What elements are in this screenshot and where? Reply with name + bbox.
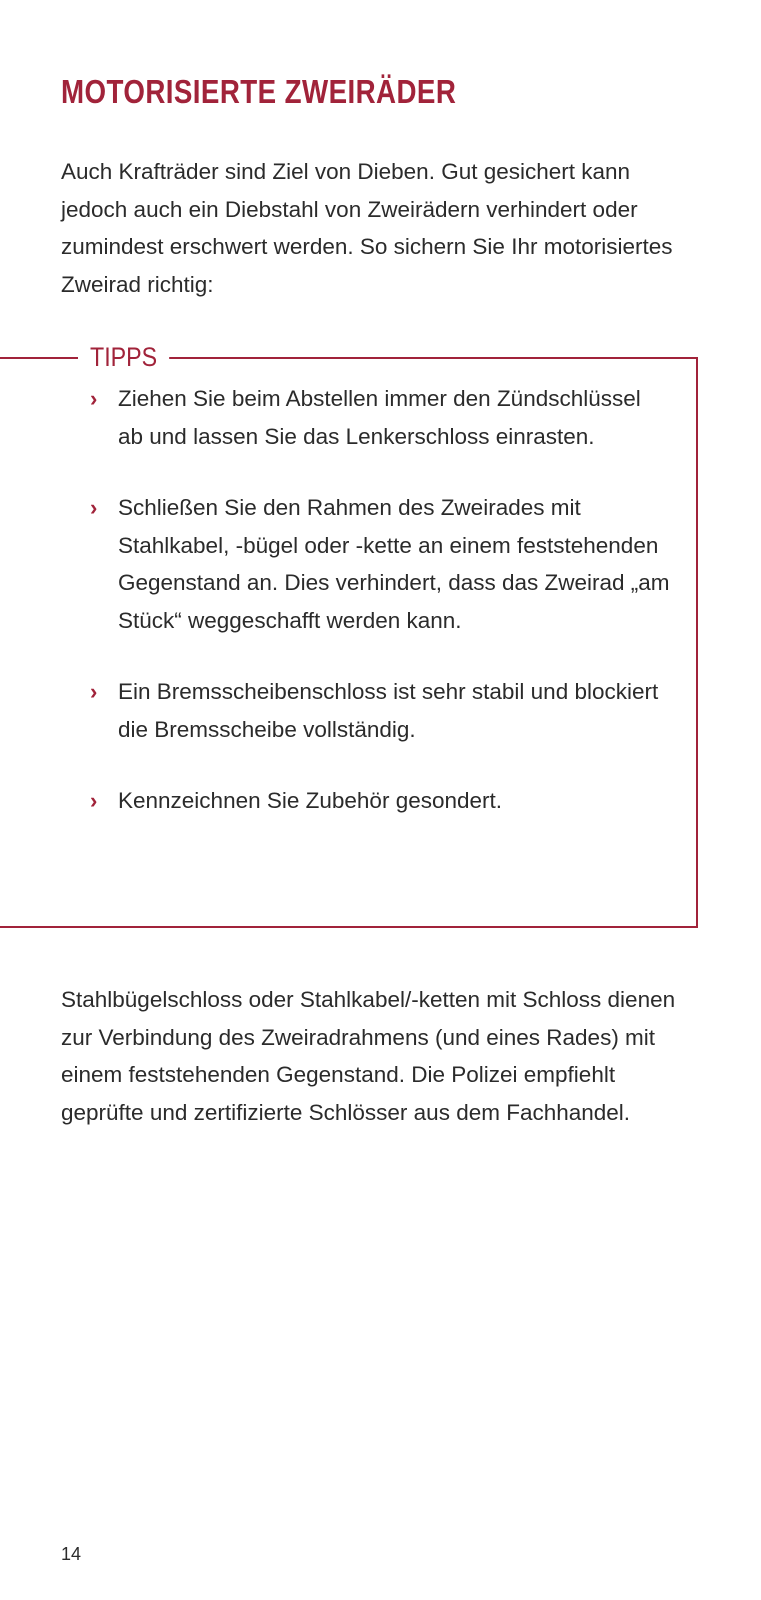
chevron-right-icon: › [90,495,98,520]
tips-label: TIPPS [78,342,169,372]
chevron-right-icon: › [90,788,98,813]
chevron-right-icon: › [90,386,98,411]
tip-item [90,782,670,820]
tip-item [90,489,670,639]
tip-item [90,673,670,748]
tip-text: Schließen Sie den Rahmen des Zweirades mit Stahlkabel, -bügel oder -kette an einem feststehenden Gegenstand an. Dies verhindert, dass das Zweirad „am Stück“ weggeschafft werden kann. [118,495,670,633]
tip-text: Ein Bremsscheibenschloss ist sehr stabil und blockiert die Bremsscheibe vollständig. [118,679,659,742]
tip-text: Ziehen Sie beim Abstellen immer den Zündschlüssel ab und lassen Sie das Lenkerschloss einrasten. [118,386,641,449]
intro-paragraph: Auch Krafträder sind Ziel von Dieben. Gut gesichert kann jedoch auch ein Diebstahl von Zweirädern verhindert oder zumindest erschwert werden. So sichern Sie Ihr motorisiertes Zweirad richtig: [61,159,673,297]
outro-paragraph: Stahlbügelschloss oder Stahlkabel/-ketten mit Schloss dienen zur Verbindung des Zweiradrahmens (und eines Rades) mit einem feststehenden Gegenstand. Die Polizei empfiehlt geprüfte und zertifizierte Schlösser aus dem Fachhandel. [61,987,676,1125]
page-title: MOTORISIERTE ZWEIRÄDER [61,73,457,110]
chevron-right-icon: › [90,679,98,704]
tip-item [90,380,670,455]
tip-text: Kennzeichnen Sie Zubehör gesondert. [118,788,503,813]
page-number: 14 [61,1544,82,1564]
tips-list [90,380,670,820]
